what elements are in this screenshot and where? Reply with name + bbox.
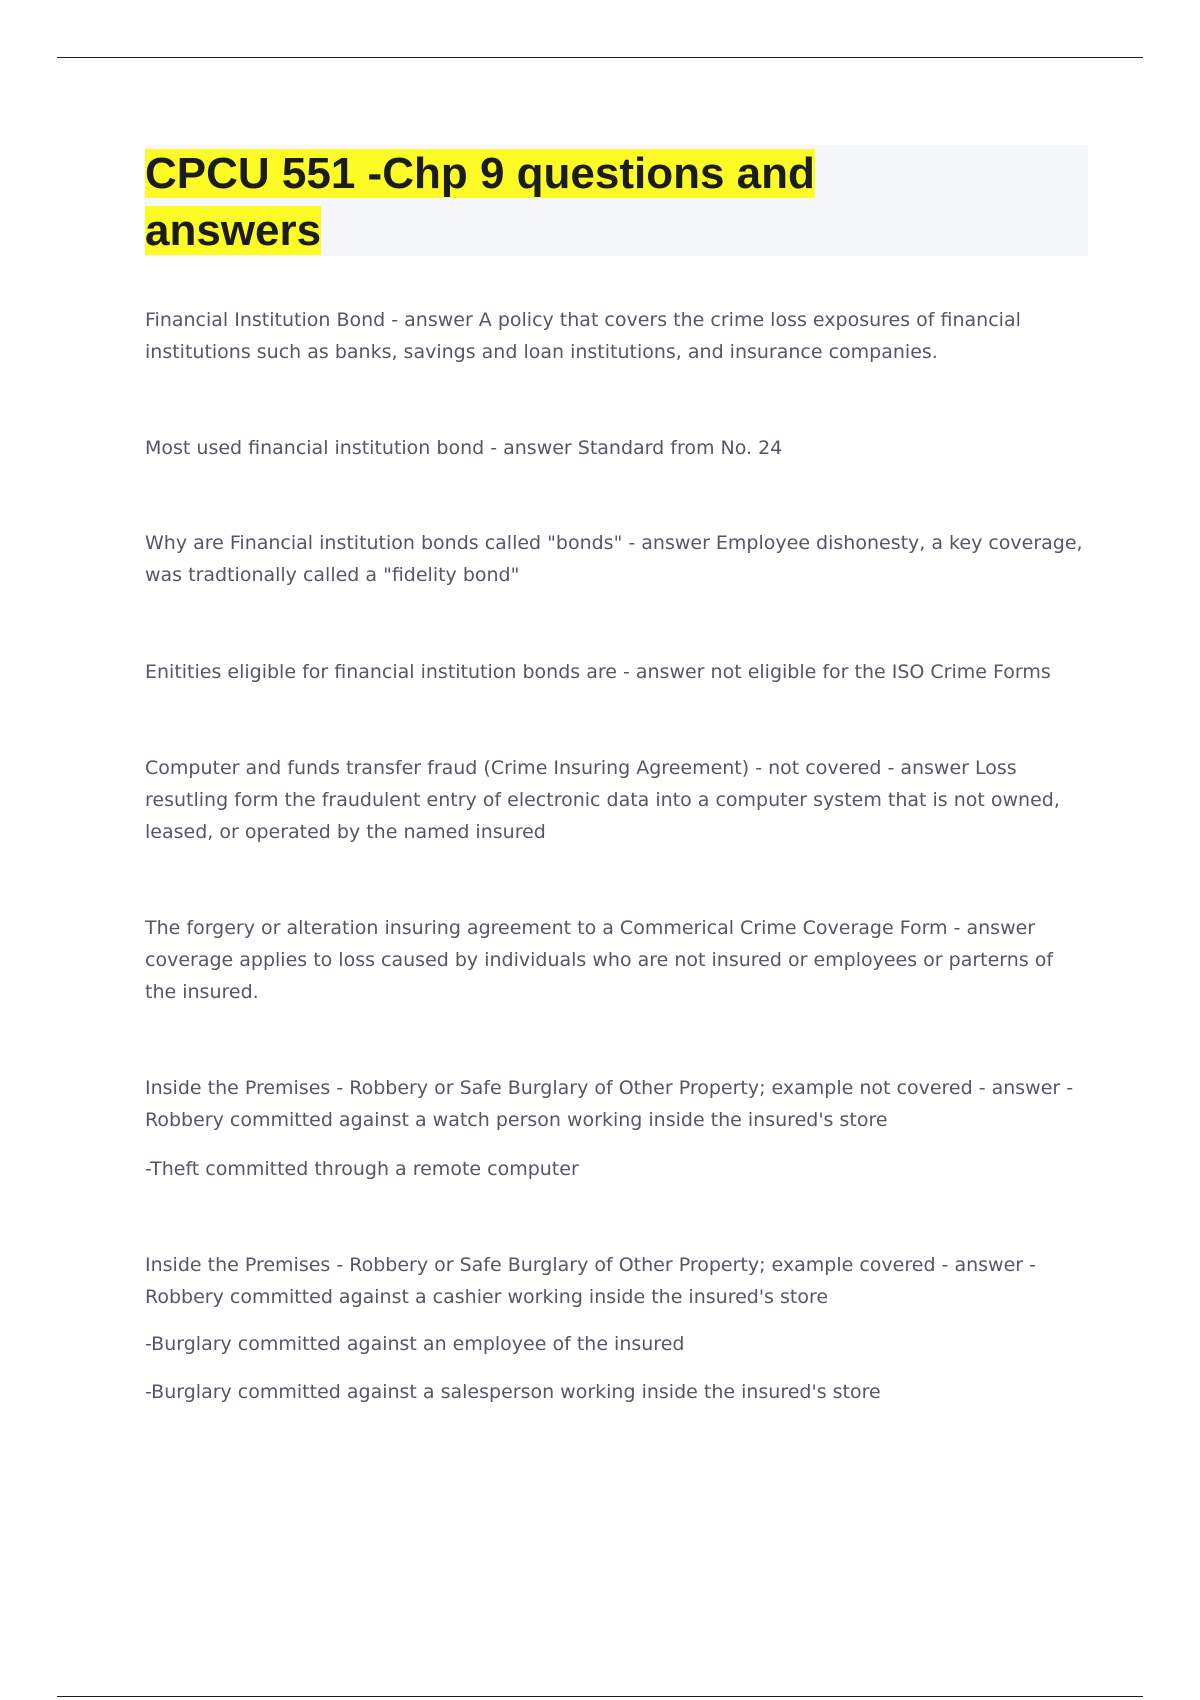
qa-item-eligible-entities: Enitities eligible for financial institution bonds are - answer not eligible for the ISO Crime Forms [145, 661, 1051, 683]
qa-item-financial-institution-bond: Financial Institution Bond - answer A policy that covers the crime loss exposures of financial institutions such as banks, savings and loan institutions, and insurance companies. [145, 309, 1021, 363]
qa-item-forgery-alteration: The forgery or alteration insuring agreement to a Commerical Crime Coverage Form - answer coverage applies to loss caused by individuals who are not insured or employees or parterns of the insured. [145, 917, 1054, 1003]
document-title [145, 145, 905, 259]
top-rule [57, 57, 1143, 58]
qa-item-why-called-bonds: Why are Financial institution bonds called "bonds" - answer Employee dishonesty, a key coverage, was tradtionally called a "fidelity bond" [145, 532, 1083, 586]
qa-item-not-covered-example-2: -Theft committed through a remote computer [145, 1158, 579, 1180]
title-highlight: CPCU 551 -Chp 9 questions and answers [145, 149, 815, 255]
qa-item-most-used-bond: Most used financial institution bond - answer Standard from No. 24 [145, 437, 783, 459]
qa-item-covered-example-2: -Burglary committed against an employee of the insured [145, 1333, 685, 1355]
qa-item-computer-funds-transfer-fraud: Computer and funds transfer fraud (Crime Insuring Agreement) - not covered - answer Loss resutling form the fraudulent entry of electronic data into a computer system that is not owned, leased, or operated by the named insured [145, 757, 1060, 843]
bottom-rule [57, 1696, 1143, 1697]
qa-item-not-covered-example: Inside the Premises - Robbery or Safe Burglary of Other Property; example not covered - answer -Robbery committed against a watch person working inside the insured's store [145, 1077, 1074, 1131]
qa-item-covered-example-3: -Burglary committed against a salesperson working inside the insured's store [145, 1381, 881, 1403]
qa-item-covered-example: Inside the Premises - Robbery or Safe Burglary of Other Property; example covered - answer -Robbery committed against a cashier working inside the insured's store [145, 1254, 1036, 1308]
